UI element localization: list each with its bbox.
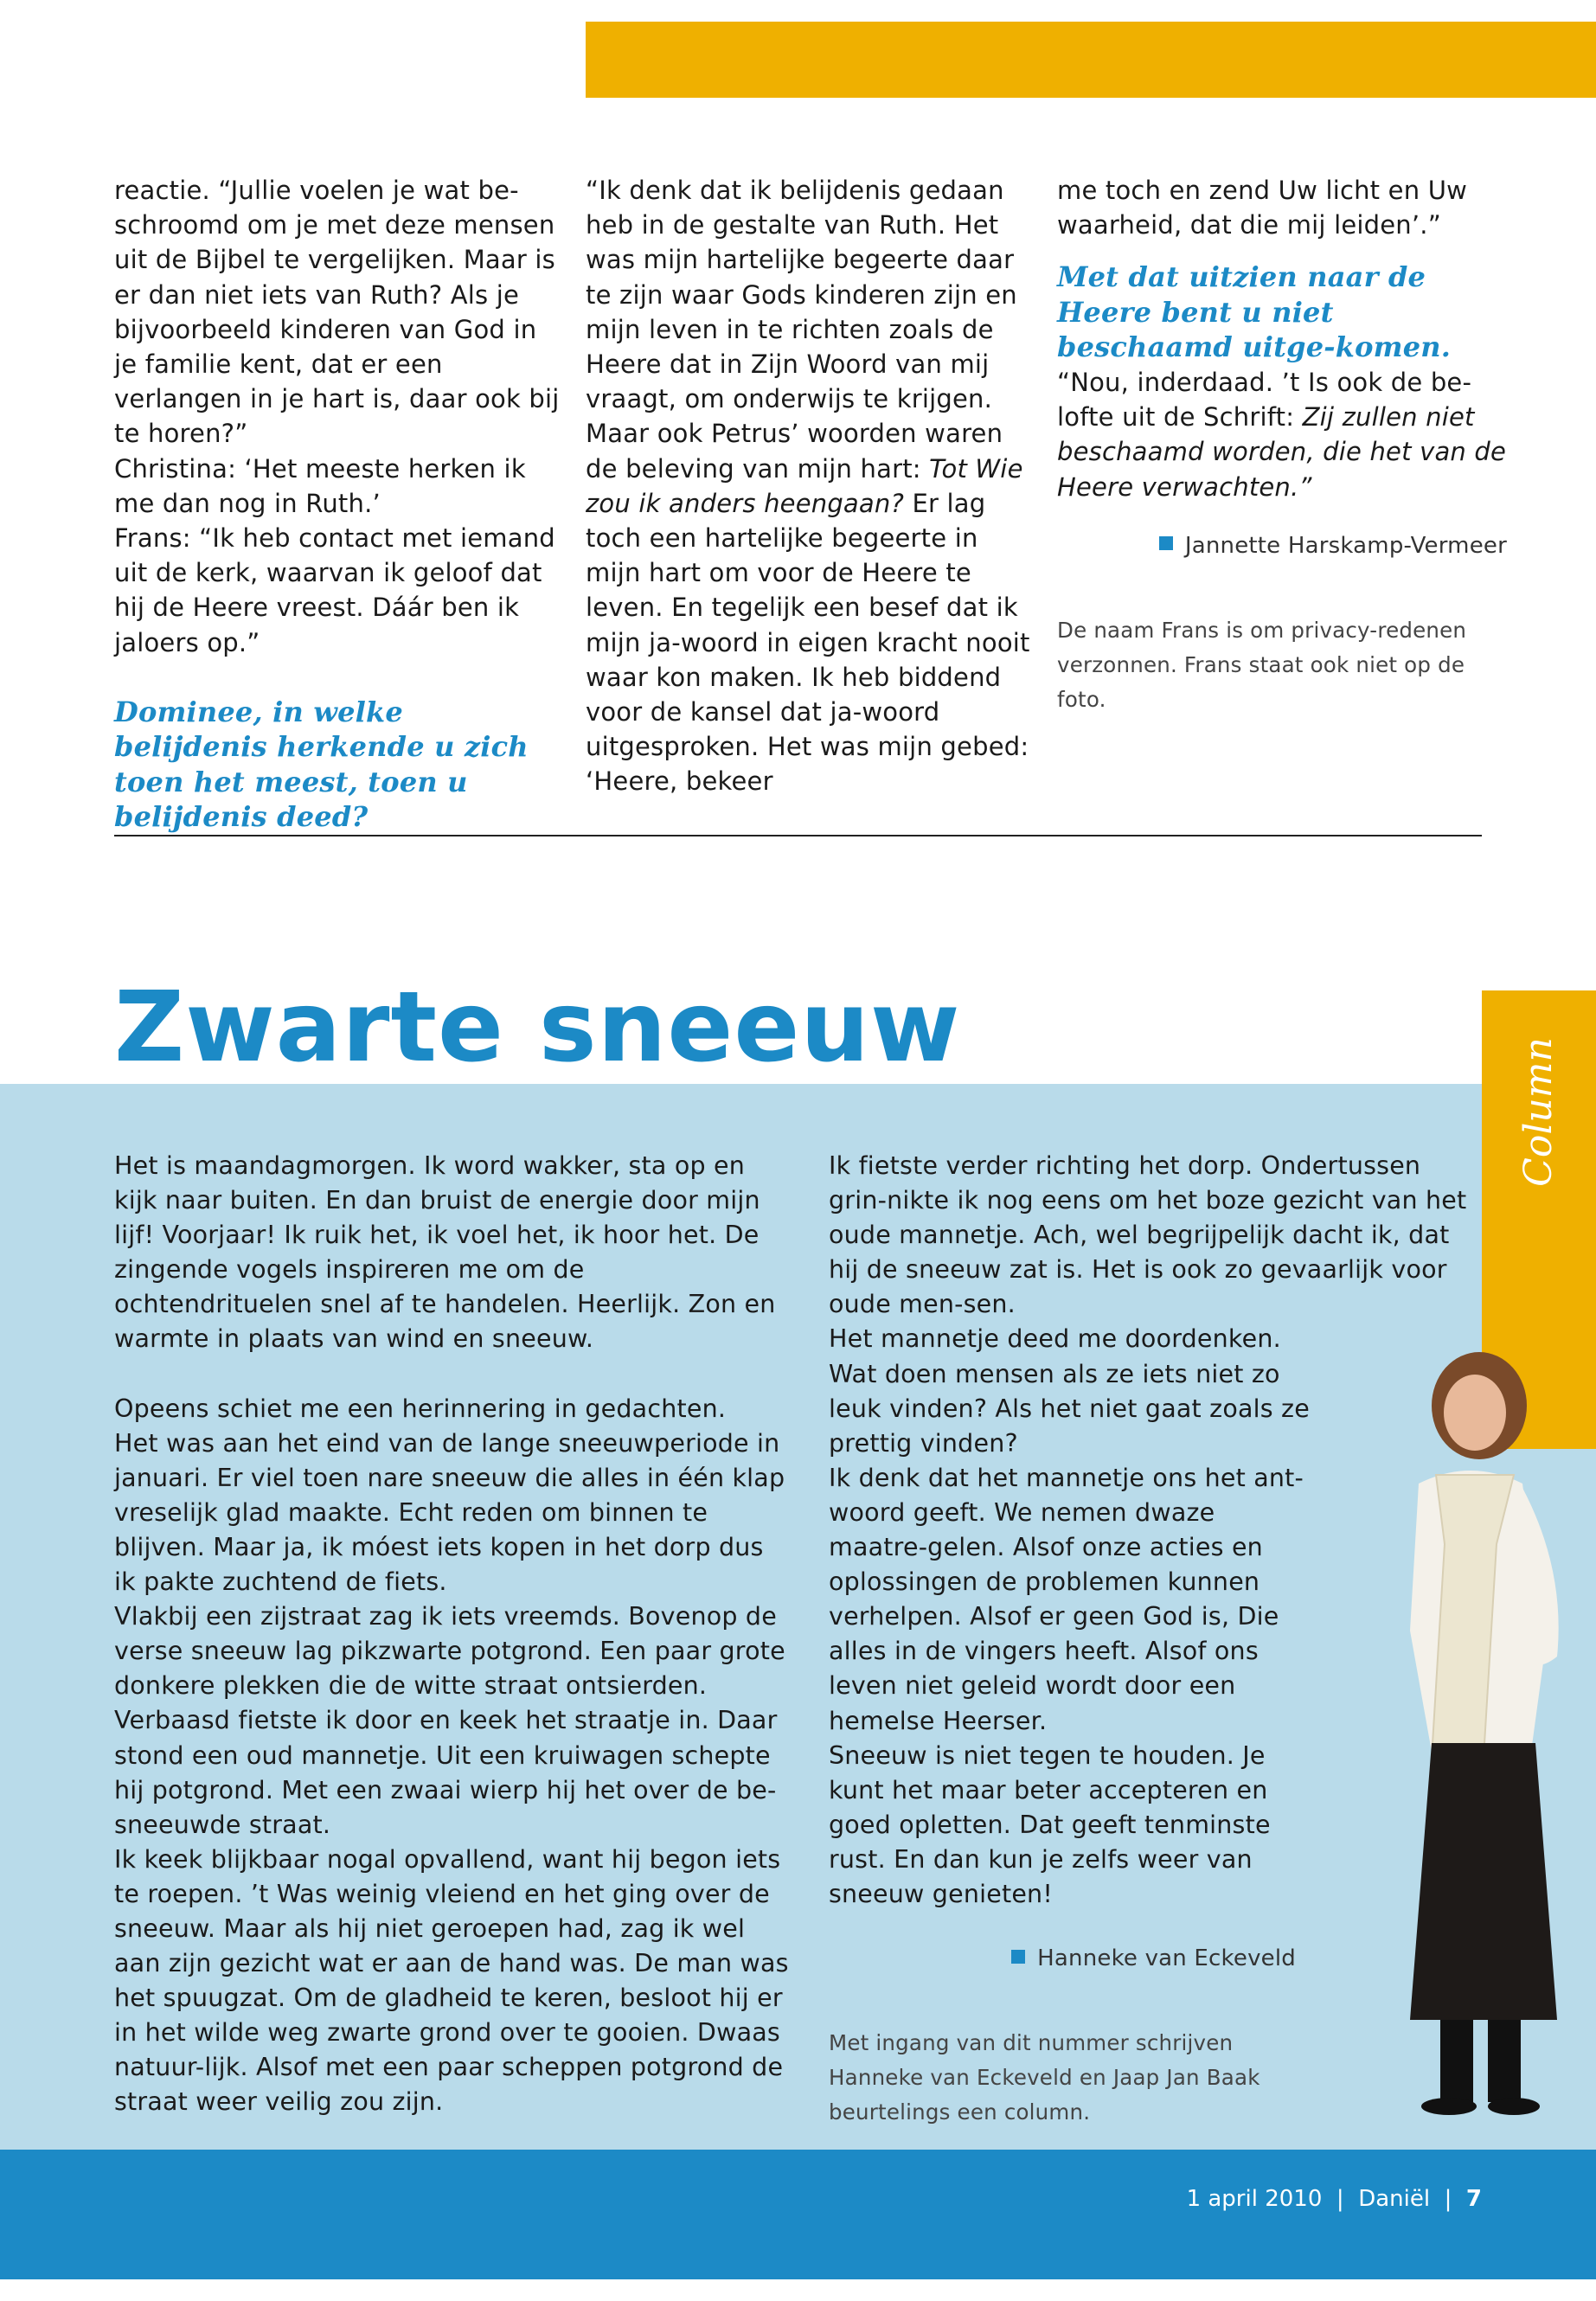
- paragraph: “Nou, inderdaad. ’t Is ook de be-lofte uit de Schrift: Zij zullen niet beschaamd worden, die het van de Heere verwachten.”: [1057, 367, 1507, 502]
- paragraph: Het was aan het eind van de lange sneeuwperiode in januari. Er viel toen nare sneeuw die alles in één klap vreselijk glad maakte. Echt reden om binnen te blijven. Maar ja, ik móest iets kopen in het dorp dus ik pakte zuchtend de fiets.: [114, 1428, 785, 1597]
- paragraph: Ik keek blijkbaar nogal opvallend, want hij begon iets te roepen. ’t Was weinig vleiend en het ging over de sneeuw. Maar als hij niet geroepen had, zag ik wel aan zijn gezicht wat er aan de hand was. De man was het spuugzat. Om de gladheid te keren, besloot hij er in het wilde weg zwarte grond over te gooien. Dwaas natuur-lijk. Alsof met een paar scheppen potgrond de straat weer veilig zou zijn.: [114, 1844, 789, 2117]
- column-side-label: Column: [1516, 1036, 1561, 1187]
- paragraph: Sneeuw is niet tegen te houden. Je kunt het maar beter accepteren en goed opletten. Dat geeft tenminste rust. En dan kun je zelfs weer van sneeuw genieten!: [829, 1740, 1271, 1908]
- page-footer: 1 april 2010 | Daniël | 7: [1186, 2186, 1482, 2212]
- columnist-photo: [1349, 1345, 1596, 2124]
- top-accent-bar: [586, 22, 1596, 98]
- paragraph: reactie. “Jullie voelen je wat be-schroomd om je met deze mensen uit de Bijbel te vergelijken. Maar is er dan niet iets van Ruth? Als je bijvoorbeeld kinderen van God in je familie kent, dat er een verlangen in je hart is, daar ook bij te horen?”: [114, 176, 560, 449]
- author-byline: Jannette Harskamp-Vermeer: [1057, 529, 1507, 563]
- paragraph: “Ik denk dat ik belijdenis gedaan heb in de gestalte van Ruth. Het was mijn hartelijke begeerte daar te zijn waar Gods kinderen zijn en mijn leven in te richten zoals de Heere dat in Zijn Woord van mij vraagt, om onderwijs te krijgen. Maar ook Petrus’ woorden waren de beleving van mijn hart: Tot Wie zou ik anders heengaan? Er lag toch een hartelijke begeerte in mijn hart om voor de Heere te leven. En tegelijk een besef dat ik mijn ja-woord in eigen kracht nooit waar kon maken. Ik heb biddend voor de kansel dat ja-woord uitgesproken. Het was mijn gebed: ‘Heere, bekeer: [586, 176, 1030, 797]
- paragraph: me toch en zend Uw licht en Uw waarheid, dat die mij leiden’.”: [1057, 176, 1468, 240]
- paragraph: Frans: “Ik heb contact met iemand uit de kerk, waarvan ik geloof dat hij de Heere vreest. Dáár ben ik jaloers op.”: [114, 523, 555, 657]
- paragraph: Het mannetje deed me doordenken. Wat doen mensen als ze iets niet zo leuk vinden? Als het niet gaat zoals ze prettig vinden?: [829, 1324, 1310, 1458]
- paragraph: Vlakbij een zijstraat zag ik iets vreemds. Bovenop de verse sneeuw lag pikzwarte potgrond. Een paar grote donkere plekken die de witte straat ontsierden.: [114, 1602, 785, 1701]
- interview-question: Dominee, in welke belijdenis herkende u zich toen het meest, toen u belijdenis deed?: [114, 695, 529, 834]
- paragraph: Ik denk dat het mannetje ons het ant-woord geeft. We nemen dwaze maatre-gelen. Alsof onze acties en oplossingen de problemen kunnen verhelpen. Alsof er geen God is, Die alles in de vingers heeft. Alsof ons leven niet geleid wordt door een hemelse Heerser.: [829, 1463, 1304, 1735]
- interview-question: Met dat uitzien naar de Heere bent u niet beschaamd uitge-komen.: [1057, 260, 1452, 364]
- footnote: Met ingang van dit nummer schrijven Hanneke van Eckeveld en Jaap Jan Baak beurtelings een column.: [829, 2030, 1260, 2125]
- paragraph: Ik fietste verder richting het dorp. Ondertussen grin-nikte ik nog eens om het boze gezicht van het oude mannetje. Ach, wel begrijpelijk dacht ik, dat hij de sneeuw zat is. Het is ook zo gevaarlijk voor oude men-sen.: [829, 1151, 1467, 1319]
- page-number: 7: [1465, 2186, 1482, 2212]
- footer-bar: [0, 2150, 1596, 2279]
- paragraph: Verbaasd fietste ik door en keek het straatje in. Daar stond een oud mannetje. Uit een kruiwagen schepte hij potgrond. Met een zwaai wierp hij het over de be-sneeuwde straat.: [114, 1706, 778, 1839]
- issue-date: 1 april 2010: [1186, 2186, 1323, 2212]
- square-bullet-icon: [1159, 536, 1173, 550]
- column-title: Zwarte sneeuw: [114, 971, 961, 1084]
- author-byline: Hanneke van Eckeveld: [829, 1941, 1296, 1976]
- top-article-column-3: [1057, 173, 1507, 717]
- footnote: De naam Frans is om privacy-redenen verzonnen. Frans staat ook niet op de foto.: [1057, 617, 1467, 712]
- divider: [114, 835, 1482, 836]
- column-text-1: [114, 1149, 789, 2120]
- paragraph: Opeens schiet me een herinnering in gedachten.: [114, 1394, 727, 1423]
- paragraph: Christina: ‘Het meeste herken ik me dan nog in Ruth.’: [114, 453, 526, 518]
- top-article-column-1: [114, 173, 564, 835]
- magazine-name: Daniël: [1358, 2186, 1431, 2212]
- paragraph: Het is maandagmorgen. Ik word wakker, sta op en kijk naar buiten. En dan bruist de energie door mijn lijf! Voorjaar! Ik ruik het, ik voel het, ik hoor het. De zingende vogels inspireren me om de ochtendrituelen snel af te handelen. Heerlijk. Zon en warmte in plaats van wind en sneeuw.: [114, 1151, 776, 1354]
- square-bullet-icon: [1011, 1950, 1025, 1964]
- top-article-column-2: [586, 173, 1035, 799]
